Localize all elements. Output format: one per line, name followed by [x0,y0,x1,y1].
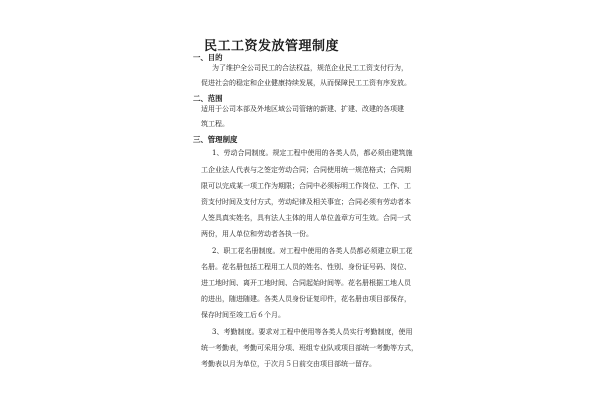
section-heading-rules: 三、管理制度 [193,135,238,144]
rules-line: 两份，用人单位和劳动者各执一份。 [201,230,313,238]
section-heading-purpose: 一、目的 [193,53,223,62]
rules-line: 2、职工花名册制度。对工程中使用的各类人员都必须建立职工花 [212,247,413,255]
rules-line: 保存时间至竣工后６个月。 [201,311,285,319]
rules-line: 3、考勤制度。要求对工程中使用等各类人员实行考勤制度，使用 [212,328,413,336]
rules-line: 名册。花名册包括工程用工人员的姓名、性别、身份证号码、岗位、 [201,263,411,271]
rules-line: 进工地时间、离开工地时间、合同起始时间等。花名册根据工地人员 [201,279,411,287]
rules-line: 考勤表以月为单位，于次月５日前交由项目部统一留存。 [201,360,376,368]
scope-line: 适用于公司本部及外地区域公司管辖的新建、扩建、改建的各项建 [201,105,404,113]
rules-line: 统一考勤表，考勤可采用分项、班组专业队或项目部统一考勤等方式， [201,344,418,352]
rules-line: 工企业法人代表与之签定劳动合同；合同使用统一规范格式；合同期 [201,166,411,174]
section-heading-scope: 二、范围 [193,94,223,103]
rules-line: 的进出，随进随建。各类人员身份证复印件，花名册由项目部保存， [201,295,411,303]
rules-line: 人签具真实姓名，具有法人主体的用人单位盖章方可生效。合同一式 [201,214,411,222]
document-title: 民工工资发放管理制度 [204,39,340,54]
scope-line: 筑工程。 [201,120,229,128]
rules-line: 资支付时间及支付方式，劳动纪律及相关事宜；合同必须有劳动者本 [201,198,411,206]
rules-line: 1、劳动合同制度。规定工程中使用的各类人员，都必须由建筑施 [212,149,413,157]
purpose-line: 为了维护全公司民工的合法权益，规范企业民工工资支付行为， [212,64,408,72]
purpose-line: 促进社会的稳定和企业健康持续发展，从而保障民工工资有序发放。 [201,79,411,87]
rules-line: 限可以完成某一项工作为期限；合同中必须标明工作岗位、工作、工 [201,182,411,190]
